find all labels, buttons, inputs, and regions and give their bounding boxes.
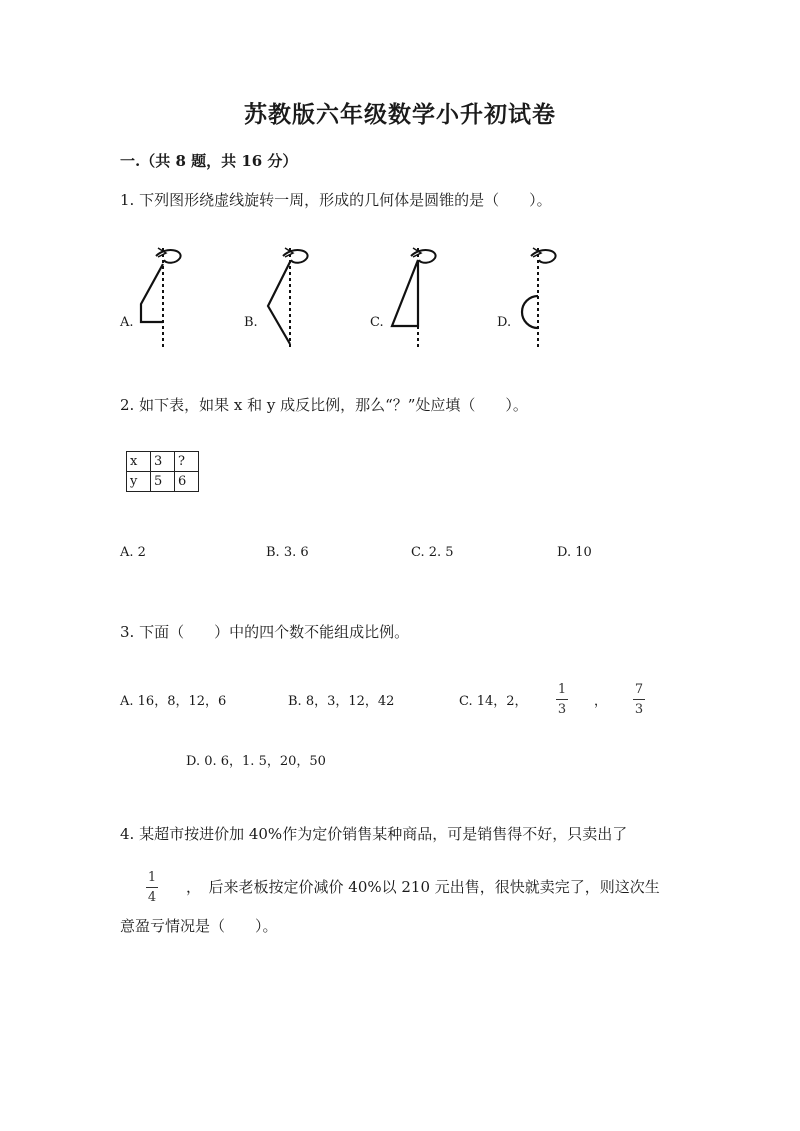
q2-option-b: B. 3. 6 <box>266 545 309 560</box>
q1-figure-d <box>514 244 564 349</box>
fraction-bar <box>633 699 645 700</box>
q2-xy-table <box>126 451 199 492</box>
question-1-text: 1. 下列图形绕虚线旋转一周，形成的几何体是圆锥的是（ ）。 <box>120 191 552 209</box>
page-title: 苏教版六年级数学小升初试卷 <box>244 101 556 128</box>
fraction-numerator: 1 <box>147 870 157 885</box>
fraction-bar <box>146 887 158 888</box>
question-3-text: 3. 下面（ ）中的四个数不能组成比例。 <box>120 623 410 641</box>
q1-option-a-label: A. <box>120 315 134 330</box>
q2-option-a: A. 2 <box>120 545 146 560</box>
table-row <box>127 472 199 492</box>
q4-fraction-one-quarter <box>146 870 158 905</box>
table-row <box>127 452 199 472</box>
q3-option-d: D. 0. 6，1. 5，20，50 <box>186 754 326 769</box>
table-cell: 5 <box>151 472 175 492</box>
q1-figure-b <box>262 244 312 349</box>
fraction-denominator: 3 <box>634 702 644 717</box>
q3-option-b: B. 8，3，12，42 <box>288 694 395 709</box>
q2-option-c: C. 2. 5 <box>411 545 454 560</box>
q3-fraction-seven-thirds <box>633 682 645 717</box>
fraction-bar <box>556 699 568 700</box>
fraction-numerator: 7 <box>634 682 644 697</box>
question-4-line-1: 4. 某超市按进价加 40%作为定价销售某种商品，可是销售得不好，只卖出了 <box>120 825 628 843</box>
table-cell: ? <box>175 452 199 472</box>
fraction-denominator: 4 <box>147 890 157 905</box>
table-cell: 3 <box>151 452 175 472</box>
table-cell: x <box>127 452 151 472</box>
fraction-numerator: 1 <box>557 682 567 697</box>
table-cell: y <box>127 472 151 492</box>
q2-option-d: D. 10 <box>557 545 592 560</box>
q1-figure-c <box>388 244 438 349</box>
question-2-text: 2. 如下表，如果 x 和 y 成反比例，那么“？”处应填（ ）。 <box>120 396 528 414</box>
question-4-line-2: ， 后来老板按定价减价 40%以 210 元出售，很快就卖完了，则这次生 <box>186 878 660 896</box>
fraction-denominator: 3 <box>557 702 567 717</box>
q3-option-a: A. 16，8，12，6 <box>120 694 227 709</box>
q1-option-d-label: D. <box>497 315 512 330</box>
q1-figure-a <box>136 244 186 349</box>
q3-separator: ， <box>594 694 608 709</box>
q3-option-c: C. 14，2， <box>459 694 528 709</box>
q3-fraction-one-third <box>556 682 568 717</box>
section-heading: 一.（共 8 题，共 16 分） <box>120 152 298 170</box>
question-4-line-3: 意盈亏情况是（ ）。 <box>120 917 278 935</box>
q1-option-c-label: C. <box>370 315 384 330</box>
q1-option-b-label: B. <box>244 315 258 330</box>
table-cell: 6 <box>175 472 199 492</box>
